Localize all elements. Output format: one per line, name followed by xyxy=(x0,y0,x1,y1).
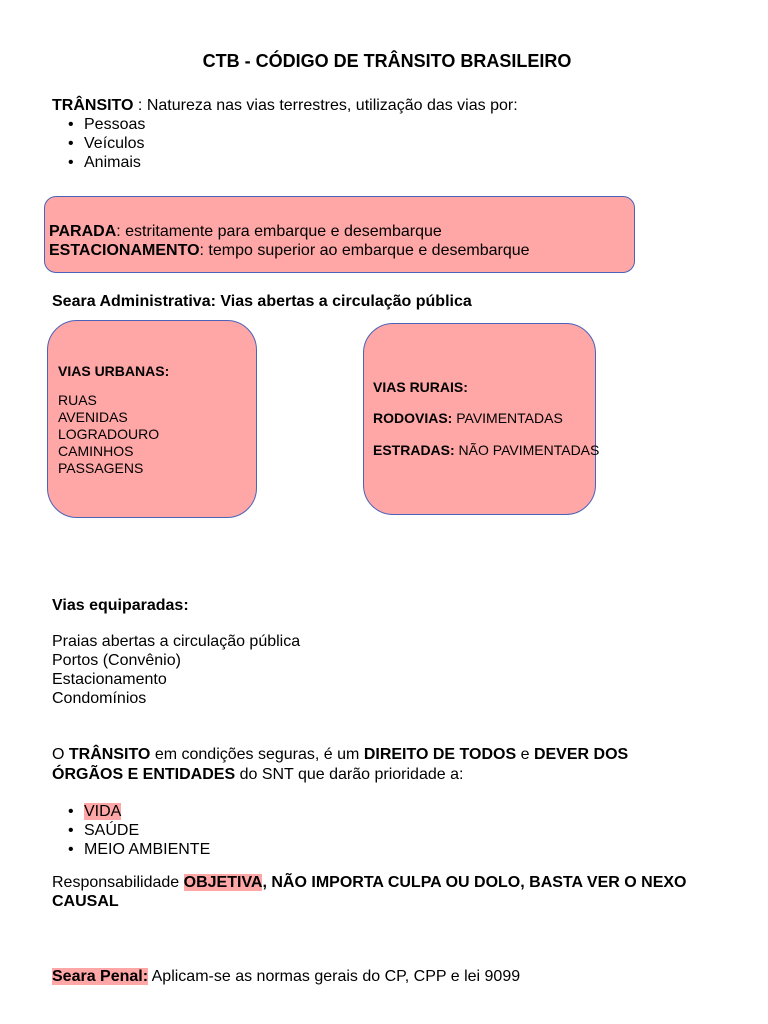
list-item: CAMINHOS xyxy=(58,443,134,459)
list-item: Praias abertas a circulação pública xyxy=(52,633,301,650)
seara-penal-line xyxy=(52,967,520,986)
list-item: • Veículos xyxy=(68,134,145,153)
vias-rurais-heading: VIAS RURAIS: xyxy=(373,379,468,395)
vias-equiparadas-list xyxy=(52,632,300,708)
highlighted-text: VIDA xyxy=(84,803,122,820)
vias-equiparadas-heading: Vias equiparadas: xyxy=(52,597,189,614)
transito-definition xyxy=(52,96,518,115)
rodovias-text: PAVIMENTADAS xyxy=(452,410,563,426)
vias-urbanas-list xyxy=(58,392,159,477)
list-item: Portos (Convênio) xyxy=(52,652,181,669)
estradas-term: ESTRADAS: xyxy=(373,442,455,458)
list-item: • Animais xyxy=(68,153,145,172)
responsabilidade-line1: Responsabilidade OBJETIVA, NÃO IMPORTA CULPA OU DOLO, BASTA VER O NEXO xyxy=(52,874,687,891)
list-item: PASSAGENS xyxy=(58,460,144,476)
list-item: Estacionamento xyxy=(52,671,167,688)
seara-penal-text: Aplicam-se as normas gerais do CP, CPP e lei 9099 xyxy=(148,968,521,985)
estacionamento-text: : tempo superior ao embarque e desembarque xyxy=(199,242,530,259)
seara-administrativa-heading: Seara Administrativa: Vias abertas a circulação pública xyxy=(52,293,472,310)
parada-text: : estritamente para embarque e desembarque xyxy=(116,223,442,240)
vias-urbanas-heading: VIAS URBANAS: xyxy=(58,363,170,379)
responsabilidade-line2: CAUSAL xyxy=(52,893,119,910)
list-item xyxy=(68,802,210,821)
transito-list xyxy=(68,115,145,172)
rodovias-term: RODOVIAS: xyxy=(373,410,453,426)
list-item: Condomínios xyxy=(52,690,147,707)
estacionamento-line xyxy=(49,241,530,260)
parada-line xyxy=(49,222,442,241)
prioridade-list xyxy=(68,802,210,859)
seara-penal-term: Seara Penal: xyxy=(52,968,149,985)
list-item: • Pessoas xyxy=(68,115,145,134)
transito-seguro-line1: O TRÂNSITO em condições seguras, é um DIREITO DE TODOS e DEVER DOS xyxy=(52,746,629,763)
list-item: AVENIDAS xyxy=(58,409,128,425)
estradas-text: NÃO PAVIMENTADAS xyxy=(454,442,600,458)
page-title: CTB - CÓDIGO DE TRÂNSITO BRASILEIRO xyxy=(202,51,572,71)
transito-term: TRÂNSITO xyxy=(52,97,134,114)
parada-term: PARADA xyxy=(49,223,117,240)
list-item: • SAÚDE xyxy=(68,821,210,840)
transito-seguro-line2: ÓRGÃOS E ENTIDADES do SNT que darão prioridade a: xyxy=(52,766,464,783)
estradas-line xyxy=(373,442,599,459)
list-item: • MEIO AMBIENTE xyxy=(68,840,210,859)
transito-definition-text: : Natureza nas vias terrestres, utilização das vias por: xyxy=(133,97,518,114)
estacionamento-term: ESTACIONAMENTO xyxy=(49,242,200,259)
highlighted-text: OBJETIVA xyxy=(183,874,263,891)
list-item: RUAS xyxy=(58,392,97,408)
rodovias-line xyxy=(373,410,563,427)
list-item: LOGRADOURO xyxy=(58,426,160,442)
